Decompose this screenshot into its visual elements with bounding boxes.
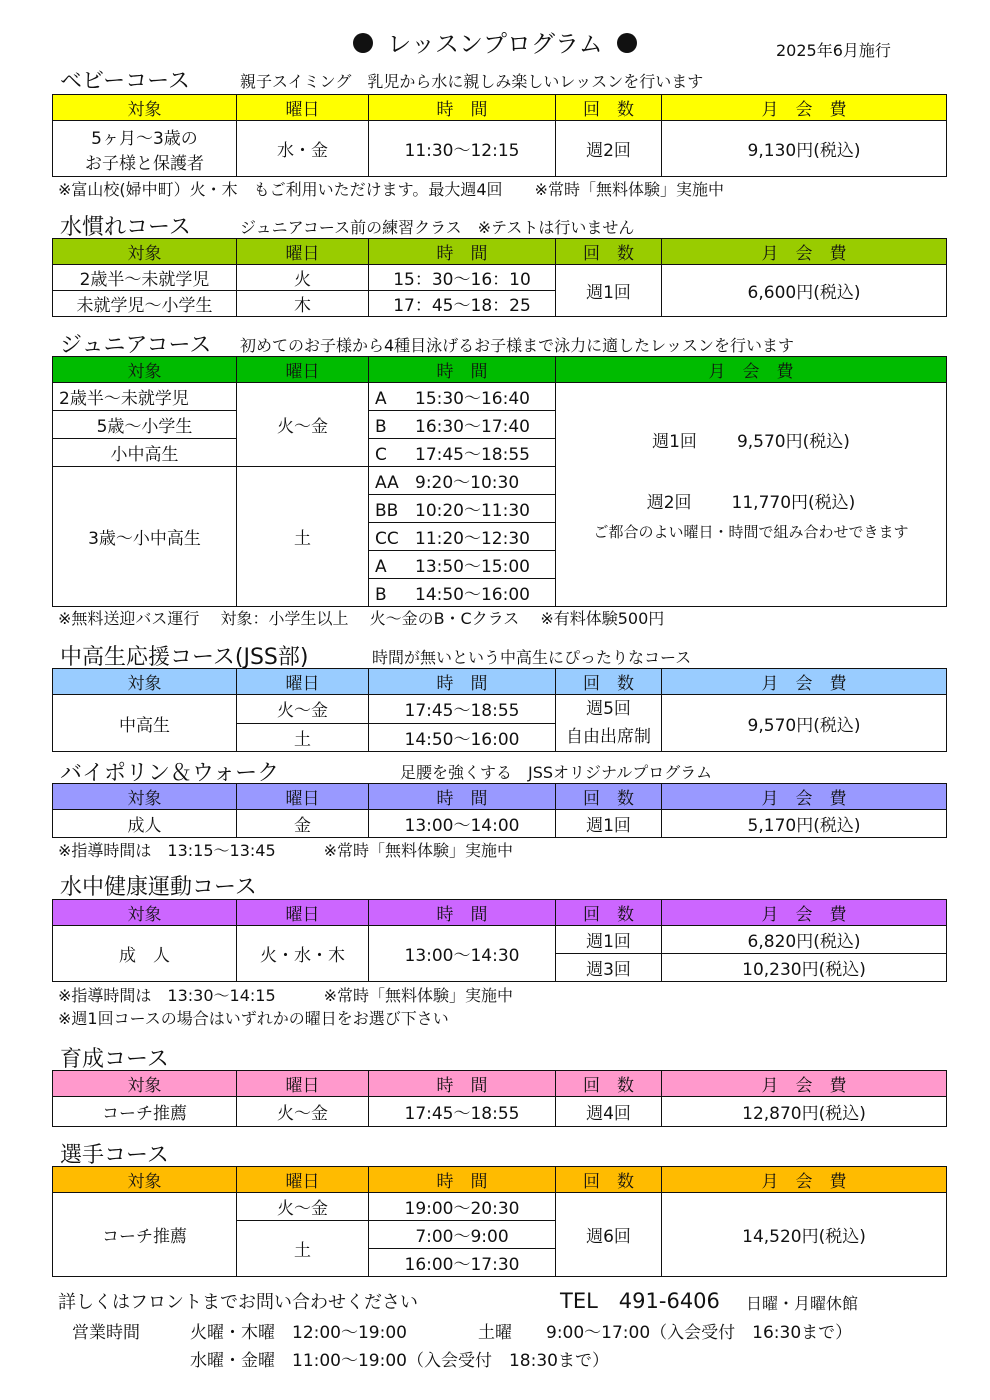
column-header: 回 数 [556,95,662,121]
table-cell: B 16:30～17:40 [369,411,556,439]
senshu-course-title: 選手コース [60,1143,169,1168]
table-cell: コーチ推薦 [53,1193,237,1277]
table-cell: B 14:50～16:00 [369,579,556,607]
junior-course-desc: 初めてのお子様から4種目泳げるお子様まで泳力に適したレッスンを行います [240,336,795,355]
junior-course-table [52,356,947,607]
column-header: 時 間 [369,95,556,121]
ikusei-course-title: 育成コース [60,1047,169,1072]
column-header: 月 会 費 [662,239,947,265]
table-cell: AA 9:20～10:30 [369,467,556,495]
baby-course-note: ※富山校(婦中町）火・木 もご利用いただけます。最大週4回 ※常時「無料体験」実施中 [58,180,724,199]
table-row [53,383,947,411]
table-cell: 火～金 [237,383,369,467]
table-cell: 週1回 [556,810,662,838]
column-header: 回 数 [556,900,662,926]
column-header: 曜日 [237,357,369,383]
table-cell: 火 [237,265,369,291]
column-header: 対象 [53,239,237,265]
table-cell: 金 [237,810,369,838]
table-cell: A 13:50～15:00 [369,551,556,579]
table-cell: コーチ推薦 [53,1097,237,1127]
column-header: 対象 [53,1071,237,1097]
table-cell: C 17:45～18:55 [369,439,556,467]
table-cell: 土 [237,1221,369,1277]
table-cell: 成 人 [53,926,237,982]
table-header [53,95,947,121]
column-header: 曜日 [237,239,369,265]
table-cell: 12,870円(税込) [662,1097,947,1127]
suichu-course-note1: ※指導時間は 13:30～14:15 ※常時「無料体験」実施中 [58,986,514,1005]
table-cell: 13:00～14:00 [369,810,556,838]
bipo-course-desc: 足腰を強くする JSSオリジナルプログラム [400,763,713,782]
table-cell: 週3回 [556,954,662,982]
column-header: 曜日 [237,784,369,810]
table-cell: 5,170円(税込) [662,810,947,838]
column-header: 月 会 費 [662,669,947,695]
table-cell: 16:00～17:30 [369,1249,556,1277]
table-cell: 土 [237,467,369,607]
table-row [53,265,947,291]
column-header: 月 会 費 [556,357,947,383]
column-header: 曜日 [237,669,369,695]
table-cell: 火・水・木 [237,926,369,982]
column-header: 回 数 [556,669,662,695]
column-header: 回 数 [556,784,662,810]
column-header: 対象 [53,900,237,926]
column-header: 回 数 [556,1167,662,1193]
column-header: 時 間 [369,357,556,383]
column-header: 対象 [53,95,237,121]
table-cell: 週2回 [556,121,662,177]
mizunare-course-table [52,238,947,317]
hours-label: 営業時間 [72,1323,140,1343]
table-cell: 19:00～20:30 [369,1193,556,1221]
column-header: 時 間 [369,1167,556,1193]
hours-tue-thu: 火曜・木曜 12:00～19:00 [190,1323,407,1343]
column-header: 時 間 [369,239,556,265]
table-cell: 14:50～16:00 [369,723,556,752]
table-cell: 9,130円(税込) [662,121,947,177]
table-cell: 6,820円(税込) [662,926,947,954]
table-cell: 2歳半～未就学児 [53,383,237,411]
table-cell: 木 [237,291,369,317]
column-header: 時 間 [369,669,556,695]
table-cell: 週1回 [556,926,662,954]
table-cell: 2歳半～未就学児 [53,265,237,291]
closed-days: 日曜・月曜休館 [746,1294,859,1313]
table-header [53,239,947,265]
table-row [53,1097,947,1127]
table-cell: 7:00～9:00 [369,1221,556,1249]
junior-course-note: ※無料送迎バス運行 対象：小学生以上 火～金のB・Cクラス ※有料体験500円 [58,609,665,628]
senshu-course-table [52,1166,947,1277]
column-header: 対象 [53,784,237,810]
table-cell: 火～金 [237,695,369,724]
junior-fee-cell: 週1回 9,570円(税込) 週2回 11,770円(税込) ご都合のよい曜日・時間で組み合わせできます [556,383,947,607]
column-header: 時 間 [369,784,556,810]
baby-course-title: ベビーコース [60,69,191,94]
table-header [53,1071,947,1097]
table-cell: 13:00～14:30 [369,926,556,982]
bullet-icon [353,33,373,53]
bipo-course-table [52,783,947,838]
table-header [53,1167,947,1193]
table-cell: 週6回 [556,1193,662,1277]
suichu-course-table [52,899,947,982]
column-header: 曜日 [237,1071,369,1097]
table-cell: 3歳～小中高生 [53,467,237,607]
table-cell: BB 10:20～11:30 [369,495,556,523]
jss-course-desc: 時間が無いという中高生にぴったりなコース [372,648,692,667]
column-header: 月 会 費 [662,1167,947,1193]
table-cell: 火～金 [237,1097,369,1127]
table-cell: 土 [237,723,369,752]
table-cell: 9,570円(税込) [662,695,947,752]
junior-course-title: ジュニアコース [60,333,212,358]
table-cell: 火～金 [237,1193,369,1221]
hours-sat: 土曜 9:00～17:00（入会受付 16:30まで） [478,1323,853,1343]
column-header: 月 会 費 [662,95,947,121]
mizunare-course-title: 水慣れコース [60,215,191,240]
table-cell: 17：45～18：25 [369,291,556,317]
column-header: 月 会 費 [662,900,947,926]
table-cell: 17:45～18:55 [369,1097,556,1127]
suichu-course-note2: ※週1回コースの場合はいずれかの曜日をお選び下さい [58,1009,449,1028]
page-title: レッスンプログラム [0,24,990,59]
table-cell: 6,600円(税込) [662,265,947,317]
table-cell: 週1回 [556,265,662,317]
table-cell: 17:45～18:55 [369,695,556,724]
mizunare-course-desc: ジュニアコース前の練習クラス ※テストは行いません [240,218,635,237]
table-cell: 5歳～小学生 [53,411,237,439]
table-row [53,121,947,177]
column-header: 曜日 [237,900,369,926]
table-cell: CC 11:20～12:30 [369,523,556,551]
column-header: 月 会 費 [662,784,947,810]
column-header: 対象 [53,1167,237,1193]
table-header [53,669,947,695]
bipo-course-note: ※指導時間は 13:15～13:45 ※常時「無料体験」実施中 [58,841,514,860]
column-header: 対象 [53,669,237,695]
column-header: 時 間 [369,1071,556,1097]
column-header: 対象 [53,357,237,383]
bullet-icon [617,33,637,53]
table-header [53,357,947,383]
table-cell: 11:30～12:15 [369,121,556,177]
column-header: 曜日 [237,1167,369,1193]
column-header: 月 会 費 [662,1071,947,1097]
table-cell: 成人 [53,810,237,838]
contact-text: 詳しくはフロントまでお問い合わせください [58,1292,418,1313]
table-row [53,926,947,954]
column-header: 回 数 [556,1071,662,1097]
baby-course-desc: 親子スイミング 乳児から水に親しみ楽しいレッスンを行います [240,72,704,91]
table-header [53,900,947,926]
table-cell: 未就学児～小学生 [53,291,237,317]
table-row [53,695,947,724]
table-cell: 14,520円(税込) [662,1193,947,1277]
ikusei-course-table [52,1070,947,1127]
table-cell: 15：30～16：10 [369,265,556,291]
column-header: 曜日 [237,95,369,121]
jss-course-table [52,668,947,752]
suichu-course-title: 水中健康運動コース [60,875,257,900]
table-cell: 水・金 [237,121,369,177]
table-cell: 週4回 [556,1097,662,1127]
table-cell: 10,230円(税込) [662,954,947,982]
table-cell: 中高生 [53,695,237,752]
table-row [53,810,947,838]
table-cell: 小中高生 [53,439,237,467]
table-cell: A 15:30～16:40 [369,383,556,411]
table-header [53,784,947,810]
hours-wed-fri: 水曜・金曜 11:00～19:00（入会受付 18:30まで） [190,1351,609,1371]
table-cell: 週5回 自由出席制 [556,695,662,752]
target-cell: 5ヶ月～3歳の お子様と保護者 [53,121,237,177]
bipo-course-title: バイポリン＆ウォーク [60,761,280,786]
table-row [53,1193,947,1221]
jss-course-title: 中高生応援コース(JSS部) [60,645,309,670]
phone-number[interactable]: TEL 491-6406 [560,1289,720,1313]
effective-date: 2025年6月施行 [776,41,891,60]
baby-course-table [52,94,947,177]
column-header: 回 数 [556,239,662,265]
column-header: 時 間 [369,900,556,926]
